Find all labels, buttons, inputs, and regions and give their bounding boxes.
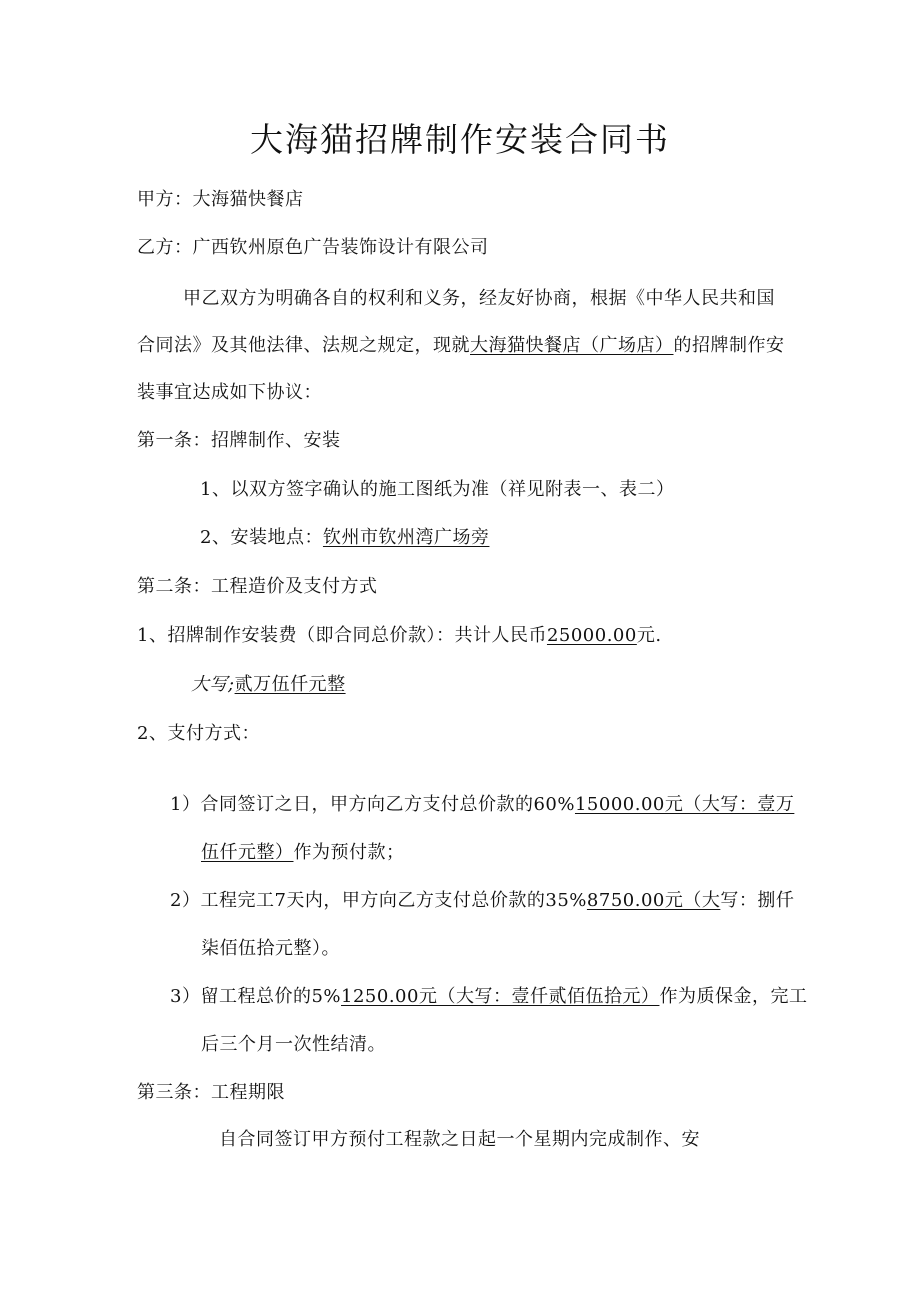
daxie-label: 大写; bbox=[191, 674, 235, 695]
payment-2-amount: 8750.00元（大 bbox=[586, 890, 721, 911]
total-fee-unit: 元. bbox=[636, 625, 662, 646]
location-label: 2、安装地点： bbox=[200, 527, 323, 548]
article-2-heading: 第二条：工程造价及支付方式 bbox=[137, 576, 378, 597]
payment-1-line-1 bbox=[170, 793, 794, 817]
location-value: 钦州市钦州湾广场旁 bbox=[322, 527, 490, 548]
payment-2-amount-tail: 写：捌仟 bbox=[720, 890, 795, 911]
total-fee-amount: 25000.00 bbox=[546, 625, 637, 646]
payment-1-line-2 bbox=[201, 841, 405, 865]
intro-line-1: 甲乙双方为明确各自的权利和义务，经友好协商，根据《中华人民共和国 bbox=[183, 288, 775, 309]
payment-1-text: 1）合同签订之日，甲方向乙方支付总价款的60% bbox=[170, 794, 575, 815]
payment-3-amount: 1250.00元（大写：壹仟贰佰伍拾元） bbox=[341, 986, 660, 1007]
party-b-line: 乙方：广西钦州原色广告装饰设计有限公司 bbox=[137, 237, 489, 258]
article-1-heading: 第一条：招牌制作、安装 bbox=[137, 430, 341, 451]
document-title: 大海猫招牌制作安装合同书 bbox=[250, 120, 670, 159]
payment-1-purpose: 作为预付款； bbox=[293, 842, 405, 863]
intro-line-3: 装事宜达成如下协议： bbox=[137, 382, 322, 403]
payment-heading: 2、支付方式： bbox=[137, 723, 260, 744]
payment-3-text: 3）留工程总价的5% bbox=[170, 986, 342, 1007]
payment-3-purpose: 作为质保金，完工 bbox=[659, 986, 808, 1007]
total-fee-daxie-line bbox=[191, 673, 346, 697]
party-a-line: 甲方：大海猫快餐店 bbox=[137, 189, 304, 210]
payment-2-text: 2）工程完工7天内，甲方向乙方支付总价款的35% bbox=[170, 890, 587, 911]
total-fee-label: 1、招牌制作安装费（即合同总价款）：共计人民币 bbox=[137, 625, 547, 646]
intro-line-2 bbox=[137, 334, 785, 358]
payment-3-line-2: 后三个月一次性结清。 bbox=[201, 1034, 386, 1055]
payment-2-line-1 bbox=[170, 889, 794, 913]
daxie-value: 贰万伍仟元整 bbox=[234, 674, 346, 695]
payment-1-amount: 15000.00元（大写：壹万 bbox=[574, 794, 795, 815]
article-1-item-2 bbox=[200, 526, 489, 550]
payment-1-amount-cont: 伍仟元整） bbox=[201, 842, 294, 863]
intro-text: 合同法》及其他法律、法规之规定，现就 bbox=[137, 335, 470, 356]
total-fee-line bbox=[137, 624, 662, 648]
article-3-line-1: 自合同签订甲方预付工程款之日起一个星期内完成制作、安 bbox=[219, 1129, 700, 1150]
payment-2-line-2: 柒佰伍拾元整）。 bbox=[201, 938, 340, 959]
payment-3-line-1 bbox=[170, 985, 807, 1009]
store-name: 大海猫快餐店（广场店） bbox=[470, 335, 674, 356]
article-1-item-1: 1、以双方签字确认的施工图纸为准（祥见附表一、表二） bbox=[200, 479, 675, 500]
article-3-heading: 第三条：工程期限 bbox=[137, 1082, 285, 1103]
intro-text-tail: 的招牌制作安 bbox=[673, 335, 785, 356]
